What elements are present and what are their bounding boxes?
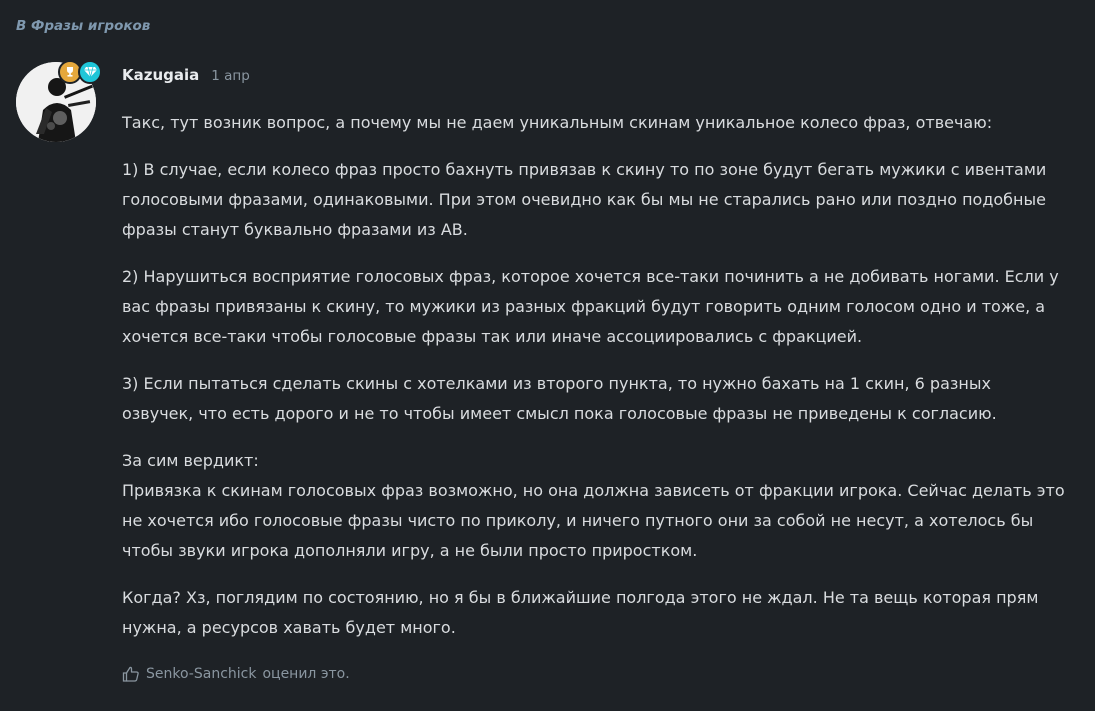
post-paragraph: 2) Нарушиться восприятие голосовых фраз, которое хочется все-таки починить а не добивать ногами. Если у вас фразы привязаны к скину, то мужики из разных фракций будут говорить одним голосом одно и тоже, а хочется все-таки чтобы голосовые фразы так или иначе ассоциировались с фракцией. (122, 267, 1059, 346)
post-header (122, 66, 250, 84)
closing-paragraph: Когда? Хз, поглядим по состоянию, но я бы в ближайшие полгода этого не ждал. Не та вещь которая прям нужна, а ресурсов хавать будет много. (122, 588, 1039, 637)
thumbs-up-icon (122, 665, 140, 683)
post-body (122, 108, 1067, 660)
verdict-heading: За сим вердикт: (122, 451, 259, 470)
author-name[interactable]: Kazugaia (122, 66, 200, 84)
verdict-text: Привязка к скинам голосовых фраз возможно, но она должна зависеть от фракции игрока. Сейчас делать это не хочется ибо голосовые фразы чисто по приколу, и ничего путного они за собой не несут, а хотелось бы чтобы звуки игрока дополняли игру, а не были просто приростком. (122, 481, 1065, 560)
reaction-suffix: оценил это. (262, 666, 350, 682)
diamond-icon-glyph (84, 66, 97, 78)
reactions-bar (122, 665, 350, 683)
post-paragraph: 1) В случае, если колесо фраз просто бахнуть привязав к скину то по зоне будут бегать мужики с ивентами голосовыми фразами, одинаковыми. При этом очевидно как бы мы не старались рано или поздно подобные фразы станут буквально фразами из АВ. (122, 160, 1047, 239)
breadcrumb-back-link[interactable]: В Фразы игроков (16, 18, 151, 34)
reaction-user-link[interactable]: Senko-Sanchick (146, 666, 257, 682)
post-paragraph: 3) Если пытаться сделать скины с хотелками из второго пункта, то нужно бахать на 1 скин, 6 разных озвучек, что есть дорого и не то чтобы имеет смысл пока голосовые фразы не приведены к согласию. (122, 374, 997, 423)
verdict-paragraph (122, 446, 1067, 566)
diamond-icon[interactable] (78, 60, 102, 84)
trophy-icon-glyph (64, 66, 76, 78)
post-date[interactable]: 1 апр (211, 68, 250, 84)
post-paragraph: Такс, тут возник вопрос, а почему мы не даем уникальным скинам уникальное колесо фраз, отвечаю: (122, 113, 993, 132)
